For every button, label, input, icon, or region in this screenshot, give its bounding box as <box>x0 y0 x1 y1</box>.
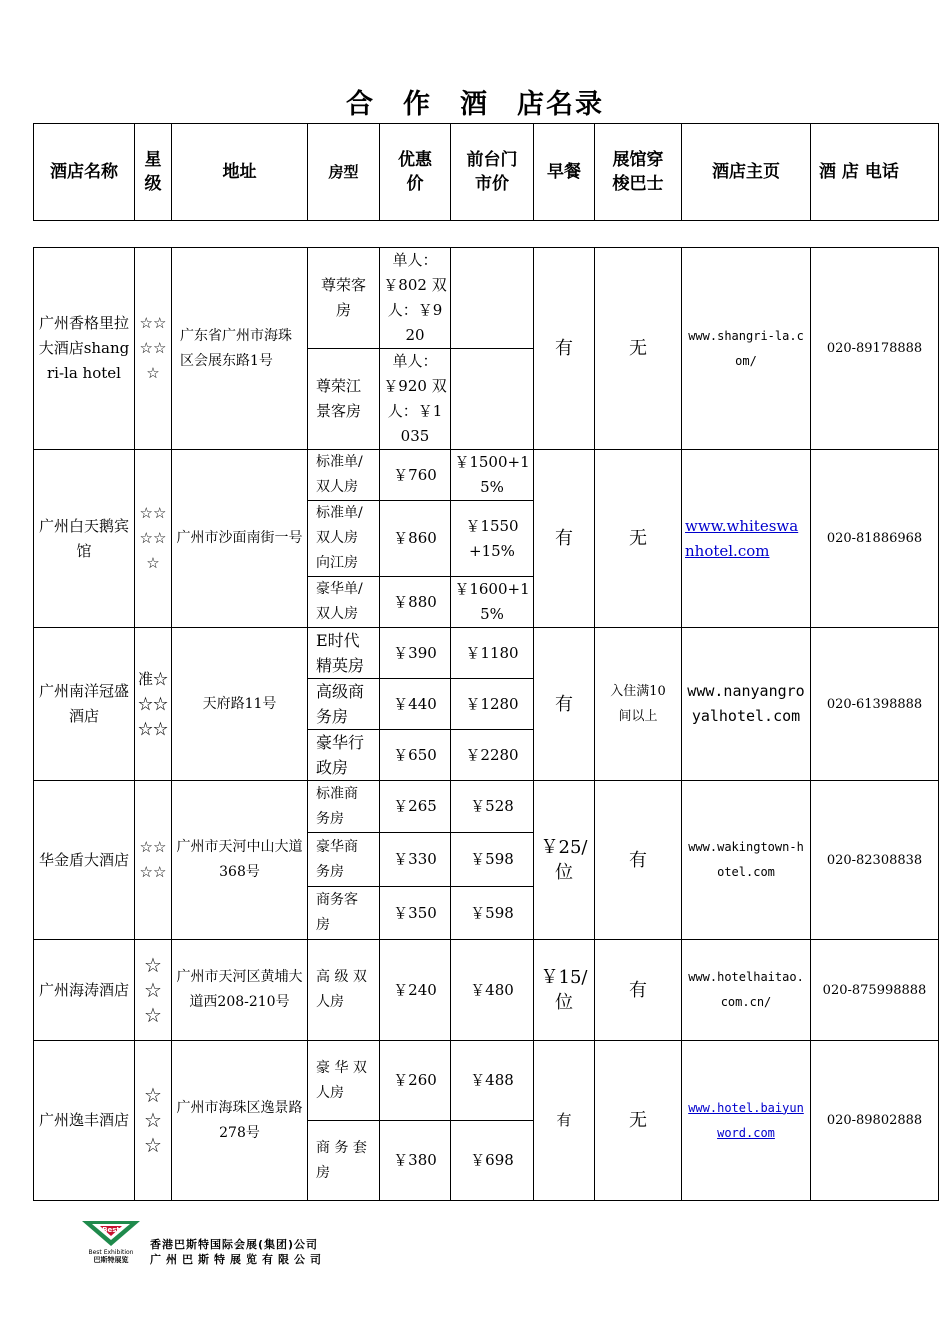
room-price: ￥760 <box>380 450 451 501</box>
room-price: 单人：￥802 双人：￥920 <box>380 248 451 349</box>
header-rack-rate: 前台门市价 <box>451 124 534 221</box>
company-footer <box>80 1218 380 1264</box>
room-price: ￥260 <box>380 1041 451 1121</box>
star-rating: ☆☆☆ <box>135 940 172 1041</box>
header-row <box>34 124 939 221</box>
shuttle-bus: 无 <box>595 248 682 450</box>
header-discount-price: 优惠价 <box>380 124 451 221</box>
star-rating: ☆☆☆☆ <box>135 781 172 940</box>
room-rack-rate: ￥1280 <box>451 679 534 730</box>
room-price: ￥860 <box>380 501 451 577</box>
hotel-website: www.hotelhaitao.com.cn/ <box>682 940 811 1041</box>
hotel-name: 广州南洋冠盛酒店 <box>34 628 135 781</box>
hotel-website: www.shangri-la.com/ <box>682 248 811 450</box>
star-rating: ☆☆☆ <box>135 1041 172 1201</box>
room-price: ￥330 <box>380 833 451 887</box>
room-price: ￥440 <box>380 679 451 730</box>
hotel-address: 广州市天河区黄埔大道西208-210号 <box>172 940 308 1041</box>
hotel-website: www.wakingtown-hotel.com <box>682 781 811 940</box>
header-phone: 酒 店 电话 <box>811 124 939 221</box>
hotel-website <box>682 450 811 628</box>
hotel-website-link[interactable]: www.whiteswanhotel.com <box>685 516 799 560</box>
hotel-name: 广州白天鹅宾馆 <box>34 450 135 628</box>
table-row <box>34 781 939 833</box>
room-rack-rate: ￥1500+15% <box>451 450 534 501</box>
room-rack-rate: ￥598 <box>451 887 534 940</box>
breakfast: 有 <box>534 450 595 628</box>
company-name-hk: 香港巴斯特国际会展(集团)公司 <box>150 1238 319 1251</box>
room-rack-rate: ￥1550+15% <box>451 501 534 577</box>
breakfast: 有 <box>534 628 595 781</box>
star-rating: 准☆☆☆☆☆ <box>135 628 172 781</box>
room-type: 豪华单/双人房 <box>308 577 380 628</box>
header-website: 酒店主页 <box>682 124 811 221</box>
room-rack-rate: ￥480 <box>451 940 534 1041</box>
room-price: ￥265 <box>380 781 451 833</box>
room-rack-rate <box>451 248 534 349</box>
hotel-name: 广州香格里拉大酒店shangri-la hotel <box>34 248 135 450</box>
breakfast: 有 <box>534 248 595 450</box>
room-price: ￥880 <box>380 577 451 628</box>
hotel-address: 广州市天河中山大道368号 <box>172 781 308 940</box>
room-type: 标准单/双人房向江房 <box>308 501 380 577</box>
hotel-name: 华金盾大酒店 <box>34 781 135 940</box>
room-type: 商务客房 <box>308 887 380 940</box>
room-price: ￥350 <box>380 887 451 940</box>
room-type: 商 务 套房 <box>308 1121 380 1201</box>
shuttle-bus: 有 <box>595 781 682 940</box>
hotel-name: 广州海涛酒店 <box>34 940 135 1041</box>
table-row <box>34 248 939 349</box>
header-table <box>33 123 939 221</box>
table-row <box>34 628 939 679</box>
room-rack-rate <box>451 349 534 450</box>
hotel-address: 广州市海珠区逸景路278号 <box>172 1041 308 1201</box>
company-name-gz: 广州巴斯特展览有限公司 <box>150 1253 326 1266</box>
best-exhibition-logo-icon <box>80 1218 142 1264</box>
room-type: 高 级 双人房 <box>308 940 380 1041</box>
breakfast: 有 <box>534 1041 595 1201</box>
room-type: E时代精英房 <box>308 628 380 679</box>
room-price: ￥390 <box>380 628 451 679</box>
room-type: 豪华商务房 <box>308 833 380 887</box>
hotel-website <box>682 1041 811 1201</box>
star-rating: ☆☆☆☆☆ <box>135 450 172 628</box>
star-rating: ☆☆☆☆☆ <box>135 248 172 450</box>
hotel-address: 广州市沙面南街一号 <box>172 450 308 628</box>
room-rack-rate: ￥598 <box>451 833 534 887</box>
room-type: 标准商务房 <box>308 781 380 833</box>
room-rack-rate: ￥1180 <box>451 628 534 679</box>
table-row <box>34 450 939 501</box>
room-type: 豪 华 双人房 <box>308 1041 380 1121</box>
header-shuttle-bus: 展馆穿梭巴士 <box>595 124 682 221</box>
header-breakfast: 早餐 <box>534 124 595 221</box>
room-type: 高级商务房 <box>308 679 380 730</box>
hotel-website-link[interactable]: www.hotel.baiyunword.com <box>688 1100 804 1140</box>
room-type: 尊荣江景客房 <box>308 349 380 450</box>
room-rack-rate: ￥1600+15% <box>451 577 534 628</box>
logo-sub-cn: 巴斯特展览 <box>93 1256 129 1264</box>
title-char-1: 合 <box>346 89 375 120</box>
hotel-phone: 020-81886968 <box>811 450 939 628</box>
shuttle-bus: 入住满10间以上 <box>595 628 682 781</box>
table-row <box>34 940 939 1041</box>
shuttle-bus: 无 <box>595 1041 682 1201</box>
room-price: ￥650 <box>380 730 451 781</box>
hotel-phone: 020-61398888 <box>811 628 939 781</box>
room-price: 单人：￥920 双人：￥1035 <box>380 349 451 450</box>
title-char-3: 酒 <box>460 89 489 120</box>
room-rack-rate: ￥698 <box>451 1121 534 1201</box>
logo-sub-en: Best Exhibition <box>88 1249 134 1256</box>
room-rack-rate: ￥528 <box>451 781 534 833</box>
hotel-name: 广州逸丰酒店 <box>34 1041 135 1201</box>
hotel-website: www.nanyangroyalhotel.com <box>682 628 811 781</box>
page-title <box>0 82 950 121</box>
room-type: 豪华行政房 <box>308 730 380 781</box>
title-char-2: 作 <box>403 89 432 120</box>
room-type: 尊荣客房 <box>308 248 380 349</box>
header-hotel-name: 酒店名称 <box>34 124 135 221</box>
title-char-4: 店名录 <box>517 89 604 120</box>
hotel-table <box>33 247 939 1201</box>
hotel-phone: 020-875998888 <box>811 940 939 1041</box>
room-type: 标准单/双人房 <box>308 450 380 501</box>
shuttle-bus: 无 <box>595 450 682 628</box>
room-price: ￥240 <box>380 940 451 1041</box>
breakfast: ￥25/位 <box>534 781 595 940</box>
shuttle-bus: 有 <box>595 940 682 1041</box>
hotel-phone: 020-89178888 <box>811 248 939 450</box>
hotel-address: 广东省广州市海珠区会展东路1号 <box>172 248 308 450</box>
header-room-type: 房型 <box>308 124 380 221</box>
hotel-phone: 020-89802888 <box>811 1041 939 1201</box>
table-row <box>34 1041 939 1121</box>
header-address: 地址 <box>172 124 308 221</box>
logo-text: Best <box>102 1226 120 1234</box>
hotel-phone: 020-82308838 <box>811 781 939 940</box>
breakfast: ￥15/位 <box>534 940 595 1041</box>
room-rack-rate: ￥2280 <box>451 730 534 781</box>
room-price: ￥380 <box>380 1121 451 1201</box>
hotel-address: 天府路11号 <box>172 628 308 781</box>
room-rack-rate: ￥488 <box>451 1041 534 1121</box>
header-stars: 星级 <box>135 124 172 221</box>
